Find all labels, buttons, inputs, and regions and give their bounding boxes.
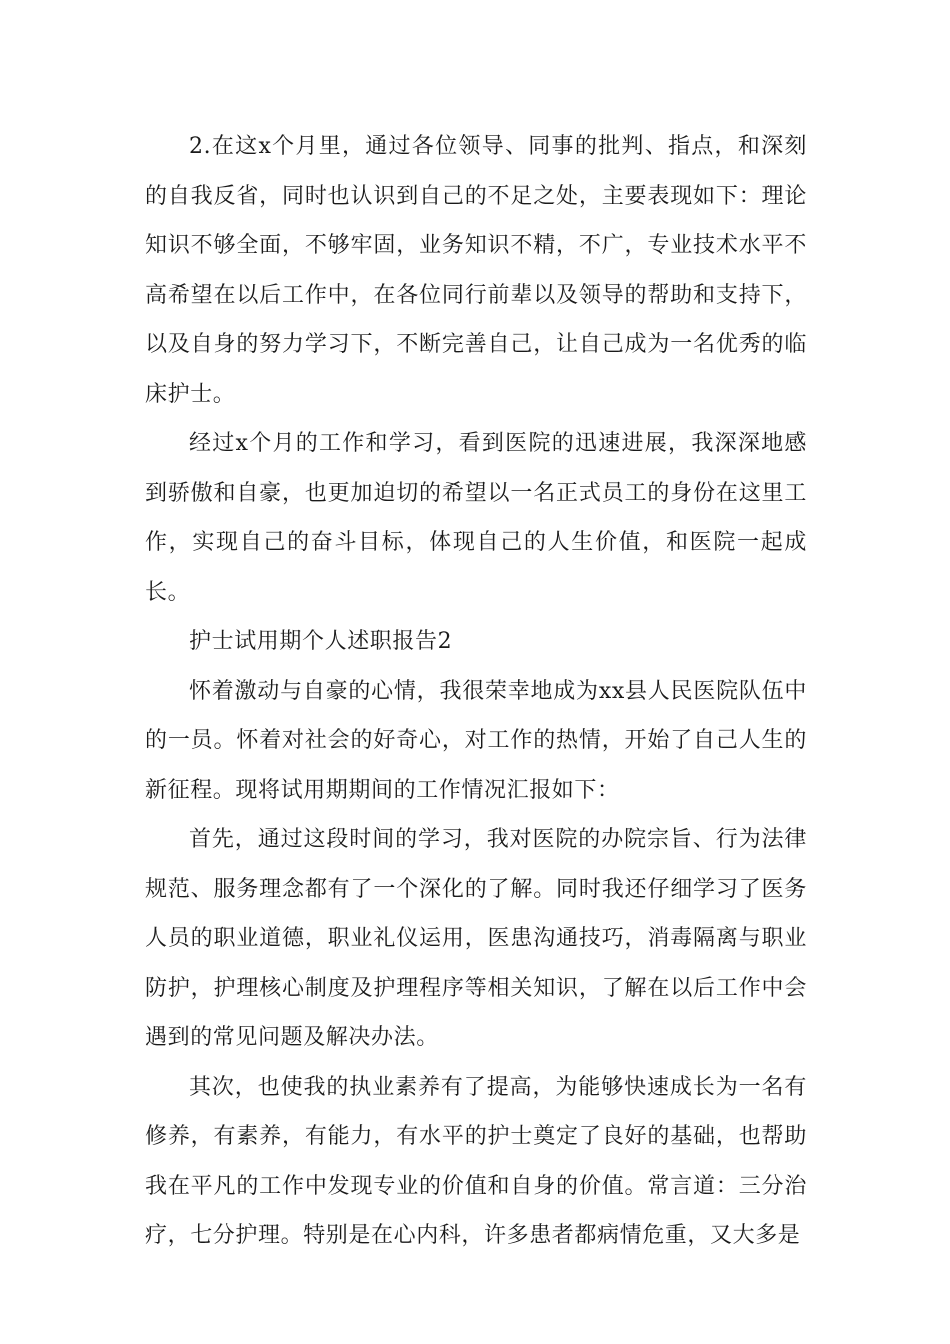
paragraph-introduction: 怀着激动与自豪的心情，我很荣幸地成为xx县人民医院队伍中的一员。怀着对社会的好奇心，对工作的热情，开始了自己人生的新征程。现将试用期期间的工作情况汇报如下：	[145, 678, 807, 803]
paragraph-self-reflection: 2.在这x个月里，通过各位领导、同事的批判、指点，和深刻的自我反省，同时也认识到自己的不足之处，主要表现如下：理论知识不够全面，不够牢固，业务知识不精，不广，专业技术水平不高希望在以后工作中，在各位同行前辈以及领导的帮助和支持下，以及自身的努力学习下，不断完善自己，让自己成为一名优秀的临床护士。	[145, 134, 807, 407]
document-body	[145, 122, 807, 1261]
section-heading: 护士试用期个人述职报告2	[189, 629, 453, 654]
paragraph-second: 其次，也使我的执业素养有了提高，为能够快速成长为一名有修养，有素养，有能力，有水平的护士奠定了良好的基础，也帮助我在平凡的工作中发现专业的价值和自身的价值。常言道：三分治疗，七分护理。特别是在心内科，许多患者都病情危重，又大多是	[145, 1074, 807, 1248]
paragraph-first: 首先，通过这段时间的学习，我对医院的办院宗旨、行为法律规范、服务理念都有了一个深化的了解。同时我还仔细学习了医务人员的职业道德，职业礼仪运用，医患沟通技巧，消毒隔离与职业防护，护理核心制度及护理程序等相关知识，了解在以后工作中会遇到的常见问题及解决办法。	[145, 827, 807, 1050]
paragraph-growth: 经过x个月的工作和学习，看到医院的迅速进展，我深深地感到骄傲和自豪，也更加迫切的希望以一名正式员工的身份在这里工作，实现自己的奋斗目标，体现自己的人生价值，和医院一起成长。	[145, 431, 807, 605]
